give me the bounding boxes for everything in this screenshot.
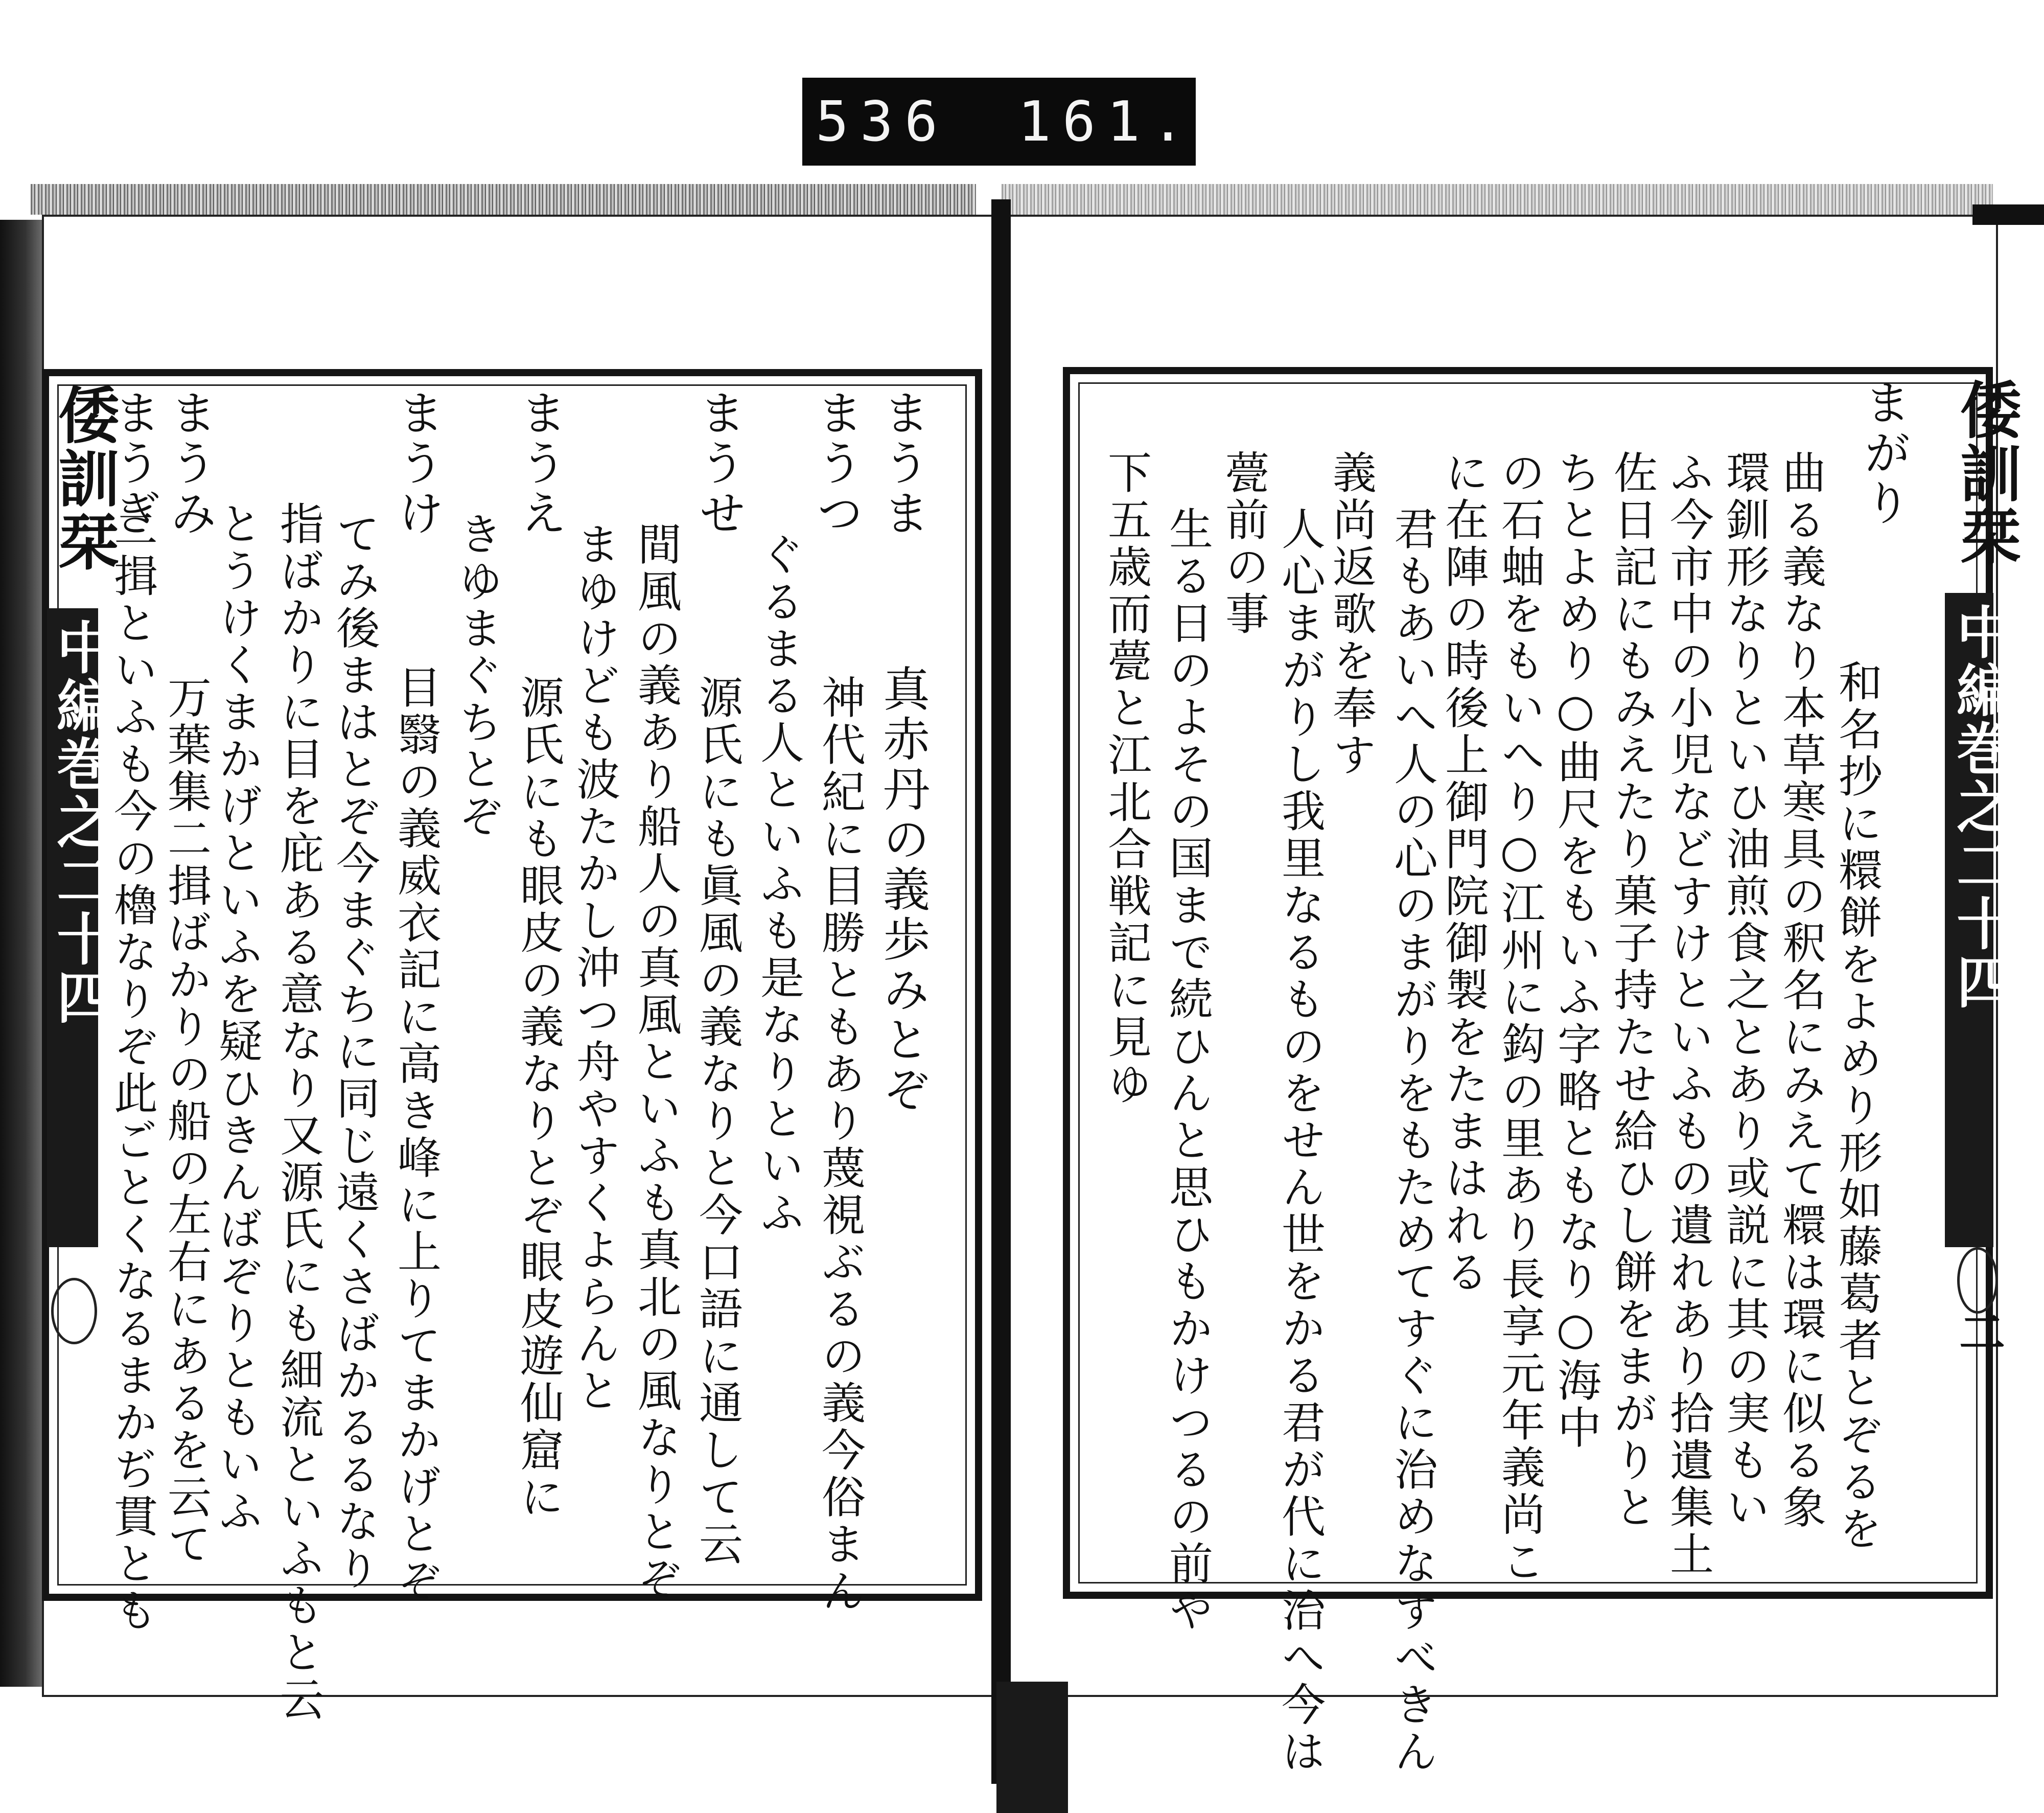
left-col-20: 万葉集二揖ばかりの船の左右にあるを云て	[160, 675, 211, 1568]
left-col-16: 目翳の義威衣記に高き峰に上りてまかげとぞ	[390, 664, 441, 1605]
left-col-7: まうぎ	[106, 388, 161, 539]
left-col-6: まうみ	[162, 388, 217, 539]
right-col-10: 君もあいへ人の心のまがりをもためてすぐに治めなすべきん	[1386, 506, 1437, 1776]
right-col-14: 生る日のよその国まで続ひんと思ひもかけつるの前や	[1162, 506, 1213, 1635]
left-col-13: まゆけども波たかし沖つ舟やすくよらんと	[569, 521, 620, 1415]
left-col-21: 二揖といふも今の櫓なりぞ此ごとくなるまかぢ貫とも	[106, 506, 157, 1635]
right-col-13: 甍前の事	[1218, 450, 1269, 638]
right-col-5: ふ今市中の小児などすけといふもの遺れあり拾遺集土	[1662, 450, 1713, 1578]
left-col-4: まうえ	[513, 388, 567, 539]
right-margin-section: 中編巻之二十四	[1947, 603, 2013, 1011]
catalog-number-right: 161.	[1017, 89, 1196, 154]
right-margin-page-number: 二	[1951, 1309, 2005, 1357]
left-col-9: 神代紀に目勝ともあり蔑視ぶるの義今俗まん	[814, 675, 865, 1615]
left-col-11: 源氏にも眞風の義なりと今口語に通して云	[691, 675, 742, 1568]
left-col-18: 指ばかりに目を庇ある意なり又源氏にも細流といふもと云	[272, 501, 323, 1724]
left-col-8: 真赤丹の義歩みとぞ	[875, 664, 930, 1115]
right-col-2: 和名抄に糫餅をよめり形如藤葛者とぞるを	[1831, 659, 1882, 1553]
right-col-9: に在陣の時後上御門院御製をたまはれる	[1437, 450, 1489, 1296]
left-col-1: まうま	[875, 388, 930, 539]
left-col-14: 源氏にも眼皮の義なりとぞ眼皮遊仙窟に	[513, 675, 564, 1521]
right-col-15: 下五歳而甍と江北合戦記に見ゆ	[1100, 450, 1151, 1108]
left-col-10: ぐるまる人といふも是なりといふ	[753, 532, 804, 1237]
right-col-7: ちとよめり○曲尺をもいふ字略ともなり○海中	[1550, 450, 1601, 1452]
catalog-number-left: 536	[816, 89, 949, 154]
right-col-12: 人心まがりし我里なるものをせん世をかる君が代に治へ今は	[1274, 506, 1325, 1776]
left-page-shadow	[0, 220, 46, 1687]
right-col-1: まがり	[1856, 378, 1911, 529]
top-edge-grain-left	[31, 184, 976, 215]
left-col-5: まうけ	[390, 388, 445, 539]
catalog-label	[802, 78, 1196, 166]
right-col-8: の石蚰をもいへり○江州に鈎の里あり長享元年義尚こ	[1494, 450, 1545, 1586]
right-col-6: 佐日記にもみえたり菓子持たせ給ひし餅をまがりと	[1606, 450, 1657, 1531]
right-col-3: 曲る義なり本草寒具の釈名にみえて糫は環に似る象	[1775, 450, 1826, 1531]
left-margin-title: 倭訓栞	[48, 383, 120, 573]
left-margin-section: 中編巻之二十四	[48, 618, 113, 1026]
left-col-19: とうけくまかげといふを疑ひきんばぞりともいふ	[211, 501, 262, 1535]
left-col-12: 間風の義あり船人の真風といふも真北の風なりとぞ	[630, 521, 681, 1603]
book-spine	[991, 199, 1011, 1784]
right-col-4: 環釧形なりといひ油煎食之とあり或説に其の実もい	[1718, 450, 1770, 1531]
left-col-3: まうせ	[691, 388, 746, 539]
left-margin-ring-icon	[51, 1278, 97, 1344]
spine-bottom	[996, 1682, 1068, 1813]
left-col-2: まうつ	[809, 388, 864, 539]
left-col-17: てみ後まはとぞ今まぐちに同じ遠くさばかるるなり	[329, 511, 380, 1593]
right-margin-title: 倭訓栞	[1950, 378, 2022, 568]
right-margin-ring-icon	[1957, 1247, 1998, 1314]
top-edge-grain-right	[1002, 184, 1993, 215]
right-col-11: 義尚返歌を奉す	[1325, 450, 1376, 779]
right-edge-shadow	[1972, 204, 2044, 225]
left-col-15: きゆまぐちとぞ	[451, 511, 502, 840]
